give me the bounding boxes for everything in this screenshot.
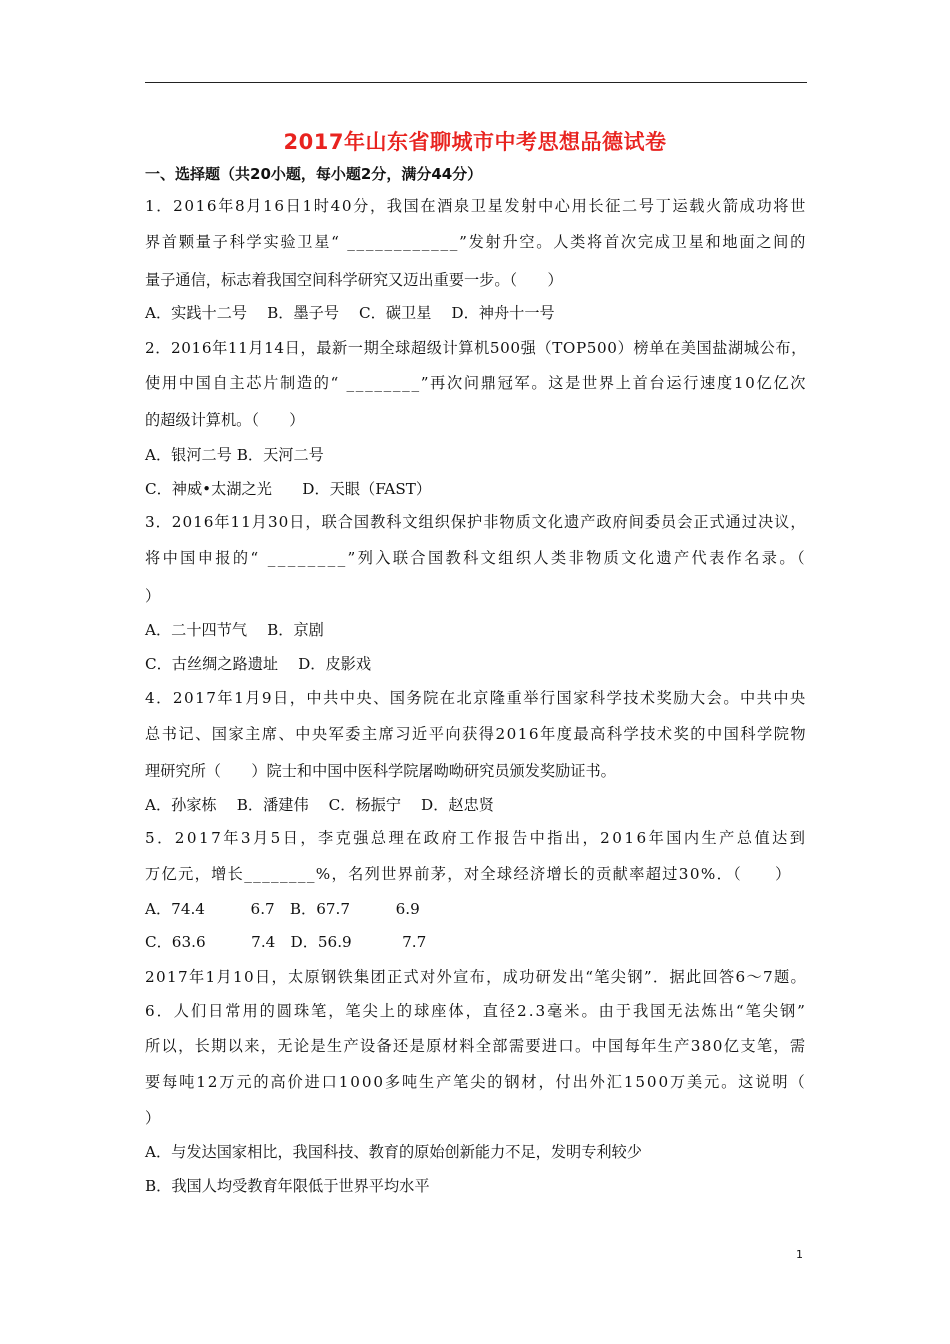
- text-line: 将中国申报的“ ________”列入联合国教科文组织人类非物质文化遗产代表作名录。（: [145, 549, 807, 567]
- text-line: 6．人们日常用的圆珠笔，笔尖上的球座体，直径2.3毫米。由于我国无法炼出“笔尖钢”: [145, 1002, 807, 1020]
- text-line: 量子通信，标志着我国空间科学研究又迈出重要一步。（ ）: [145, 271, 563, 289]
- text-line: 3．2016年11月30日，联合国教科文组织保护非物质文化遗产政府间委员会正式通过决议，: [145, 513, 807, 531]
- text-line: 所以，长期以来，无论是生产设备还是原材料全部需要进口。中国每年生产380亿支笔，需: [145, 1037, 807, 1055]
- text-line: 万亿元，增长________%，名列世界前茅，对全球经济增长的贡献率超过30%．（ ）: [145, 865, 792, 883]
- text-line: A．孙家栋 B．潘建伟 C．杨振宁 D．赵忠贤: [145, 796, 494, 814]
- text-line: ）: [145, 587, 161, 605]
- text-line: 2017年1月10日，太原钢铁集团正式对外宣布，成功研发出“笔尖钢”．据此回答6～7题。: [145, 968, 808, 986]
- text-line: A．银河二号 B．天河二号: [145, 446, 324, 464]
- text-line: 要每吨12万元的高价进口1000多吨生产笔尖的钢材，付出外汇1500万美元。这说明（: [145, 1073, 807, 1091]
- page-number: 1: [796, 1248, 803, 1261]
- text-line: 2．2016年11月14日，最新一期全球超级计算机500强（TOP500）榜单在美国盐湖城公布，: [145, 339, 807, 357]
- text-line: 5．2017年3月5日，李克强总理在政府工作报告中指出，2016年国内生产总值达到: [145, 829, 808, 847]
- text-line: 使用中国自主芯片制造的“ ________”再次问鼎冠军。这是世界上首台运行速度10亿亿次: [145, 374, 808, 392]
- text-line: B．我国人均受教育年限低于世界平均水平: [145, 1177, 430, 1195]
- page-title: 2017年山东省聊城市中考思想品德试卷: [283, 130, 667, 154]
- text-line: 界首颗量子科学实验卫星“ ____________”发射升空。人类将首次完成卫星和地面之间的: [145, 233, 808, 251]
- text-line: C．63.6 7.4 D．56.9 7.7: [145, 933, 427, 951]
- text-line: C．古丝绸之路遗址 D．皮影戏: [145, 655, 372, 673]
- text-line: A．与发达国家相比，我国科技、教育的原始创新能力不足，发明专利较少: [145, 1143, 642, 1161]
- text-line: A．实践十二号 B．墨子号 C．碳卫星 D．神舟十一号: [145, 304, 555, 322]
- text-line: 1．2016年8月16日1时40分，我国在酒泉卫星发射中心用长征二号丁运载火箭成功将世: [145, 197, 807, 215]
- text-line: 4．2017年1月9日，中共中央、国务院在北京隆重举行国家科学技术奖励大会。中共中央: [145, 689, 807, 707]
- text-line: C．神威•太湖之光 D．天眼（FAST）: [145, 480, 432, 498]
- section-heading: 一、选择题（共20小题，每小题2分，满分44分）: [145, 165, 483, 183]
- text-line: ）: [145, 1109, 161, 1127]
- text-line: 总书记、国家主席、中央军委主席习近平向获得2016年度最高科学技术奖的中国科学院物: [145, 725, 808, 743]
- header-rule: [145, 82, 807, 83]
- text-line: 的超级计算机。（ ）: [145, 411, 305, 429]
- text-line: A．74.4 6.7 B．67.7 6.9: [145, 900, 420, 918]
- text-line: A．二十四节气 B．京剧: [145, 621, 324, 639]
- text-line: 理研究所（ ）院士和中国中医科学院屠呦呦研究员颁发奖励证书。: [145, 762, 616, 780]
